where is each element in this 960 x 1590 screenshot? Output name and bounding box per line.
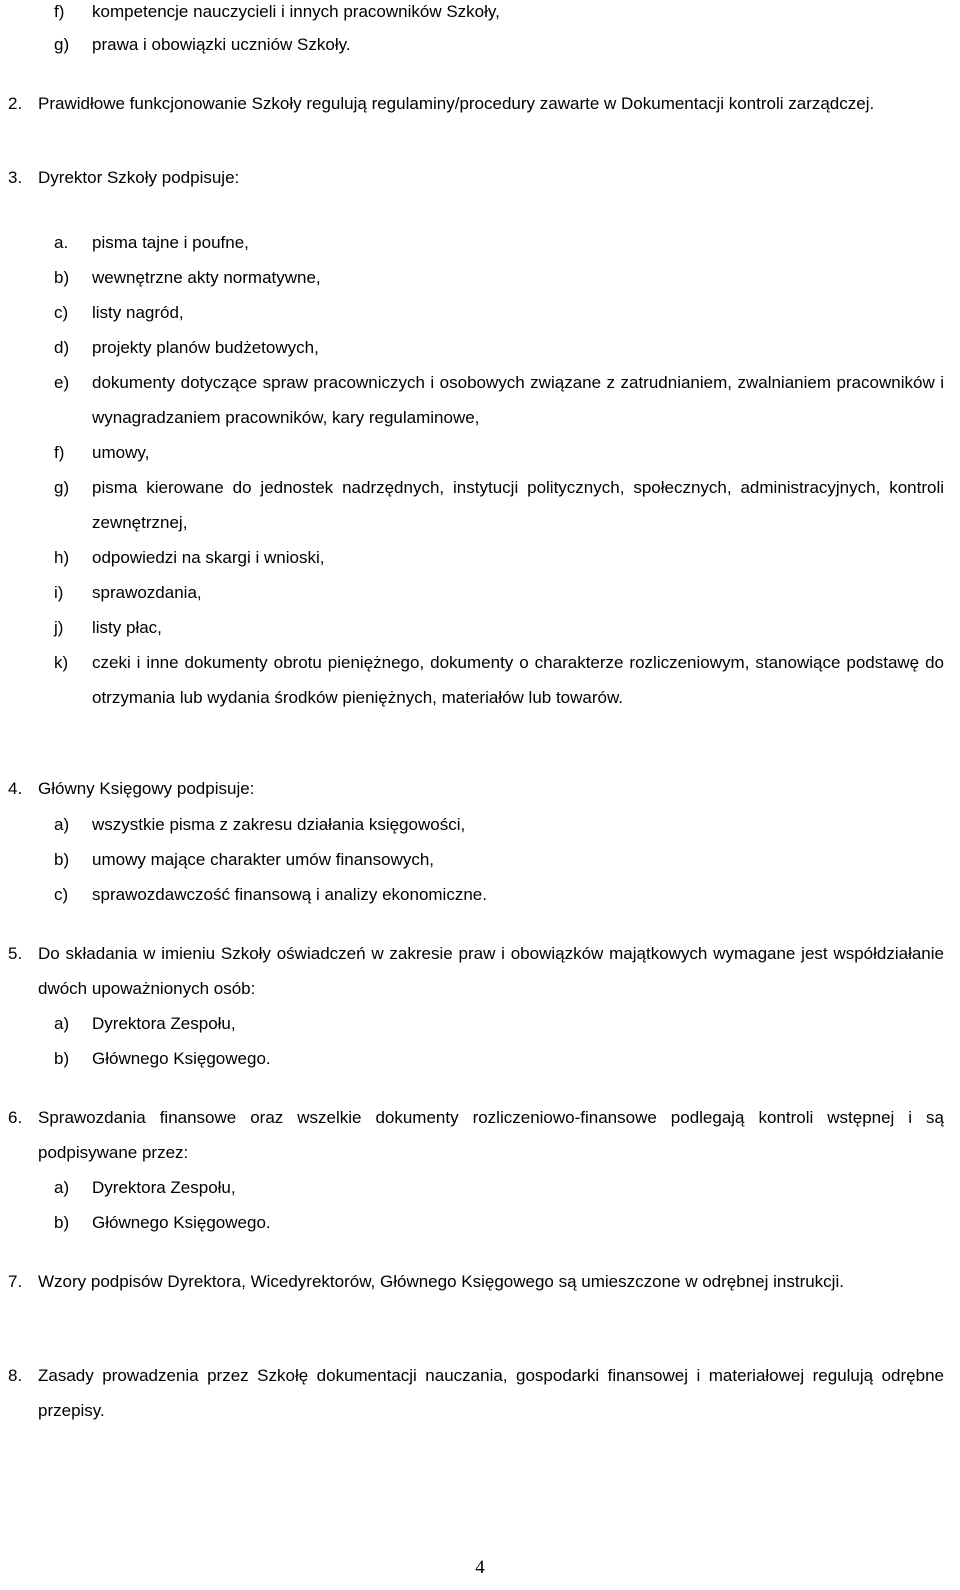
section-5 xyxy=(8,936,944,1006)
list-item-label: f) xyxy=(54,2,65,21)
section-2 xyxy=(8,86,944,121)
list-item-label: c) xyxy=(54,303,69,322)
list-item-text: dokumenty dotyczące spraw pracowniczych i osobowych związane z zatrudnianiem, zwalnianiem pracowników i wynagradzaniem pracowników, kary regulaminowe, xyxy=(92,373,944,427)
list-item-label: b) xyxy=(54,1049,70,1068)
list-item xyxy=(54,807,944,842)
list-item xyxy=(54,27,944,62)
list-item xyxy=(54,225,944,260)
list-item-text: odpowiedzi na skargi i wnioski, xyxy=(92,548,325,567)
list-item-text: listy płac, xyxy=(92,618,162,637)
list-item-label: g) xyxy=(54,35,70,54)
list-item-text: Dyrektora Zespołu, xyxy=(92,1178,236,1197)
list-item xyxy=(54,365,944,435)
list-item-label: f) xyxy=(54,443,65,462)
section-8 xyxy=(8,1358,944,1428)
list-item xyxy=(54,1041,944,1076)
list-item-label: h) xyxy=(54,548,70,567)
list-item-label: i) xyxy=(54,583,64,602)
section-text: Do składania w imieniu Szkoły oświadczeń w zakresie praw i obowiązków majątkowych wymagane jest współdziałanie dwóch upoważnionych osób: xyxy=(38,944,944,998)
list-item-text: projekty planów budżetowych, xyxy=(92,338,319,357)
page-number: 4 xyxy=(475,1557,485,1578)
section-text: Sprawozdania finansowe oraz wszelkie dokumenty rozliczeniowo-finansowe podlegają kontroli wstępnej i są podpisywane przez: xyxy=(38,1108,944,1162)
list-item-label: k) xyxy=(54,653,69,672)
section-number: 2. xyxy=(8,94,23,113)
list-item xyxy=(54,1006,944,1041)
list-item-label: b) xyxy=(54,850,70,869)
list-item xyxy=(54,470,944,540)
list-item xyxy=(54,540,944,575)
list-item xyxy=(54,575,944,610)
section-text: Dyrektor Szkoły podpisuje: xyxy=(38,168,240,187)
list-item-label: a) xyxy=(54,1178,70,1197)
section-text: Główny Księgowy podpisuje: xyxy=(38,779,255,798)
list-item-label: b) xyxy=(54,268,70,287)
list-item-label: c) xyxy=(54,885,69,904)
list-item-label: b) xyxy=(54,1213,70,1232)
section-number: 8. xyxy=(8,1366,23,1385)
section-7 xyxy=(8,1264,944,1299)
list-item xyxy=(54,877,944,912)
list-item xyxy=(54,645,944,715)
list-item-text: wewnętrzne akty normatywne, xyxy=(92,268,321,287)
section-number: 5. xyxy=(8,944,23,963)
list-item-text: prawa i obowiązki uczniów Szkoły. xyxy=(92,35,351,54)
list-item-text: sprawozdawczość finansową i analizy ekonomiczne. xyxy=(92,885,487,904)
list-item-text: kompetencje nauczycieli i innych pracowników Szkoły, xyxy=(92,2,500,21)
list-item xyxy=(54,435,944,470)
list-item-text: umowy mające charakter umów finansowych, xyxy=(92,850,435,869)
list-item-text: Dyrektora Zespołu, xyxy=(92,1014,236,1033)
list-item-text: Głównego Księgowego. xyxy=(92,1049,271,1068)
list-item-label: e) xyxy=(54,373,70,392)
list-item-text: sprawozdania, xyxy=(92,583,202,602)
list-item-label: a. xyxy=(54,233,69,252)
list-item-label: a) xyxy=(54,815,70,834)
list-item xyxy=(54,1170,944,1205)
section-number: 4. xyxy=(8,779,23,798)
section-3 xyxy=(8,160,944,195)
section-text: Zasady prowadzenia przez Szkołę dokumentacji nauczania, gospodarki finansowej i materiałowej regulują odrębne przepisy. xyxy=(38,1366,944,1420)
list-item xyxy=(54,1205,944,1240)
list-item-label: j) xyxy=(54,618,64,637)
list-item-text: pisma tajne i poufne, xyxy=(92,233,249,252)
list-item-label: g) xyxy=(54,478,70,497)
list-item-text: pisma kierowane do jednostek nadrzędnych, instytucji politycznych, społecznych, administracyjnych, kontroli zewnętrznej, xyxy=(92,478,944,532)
section-number: 3. xyxy=(8,168,23,187)
section-4 xyxy=(8,771,944,806)
list-item-text: wszystkie pisma z zakresu działania księgowości, xyxy=(92,815,466,834)
list-item xyxy=(54,842,944,877)
section-6 xyxy=(8,1100,944,1170)
list-item-text: listy nagród, xyxy=(92,303,184,322)
section-number: 6. xyxy=(8,1108,23,1127)
list-item-label: a) xyxy=(54,1014,70,1033)
list-item xyxy=(54,295,944,330)
list-item-text: czeki i inne dokumenty obrotu pieniężnego, dokumenty o charakterze rozliczeniowym, stanowiące podstawę do otrzymania lub wydania środków pieniężnych, materiałów lub towarów. xyxy=(92,653,944,707)
list-item-label: d) xyxy=(54,338,70,357)
list-item-text: umowy, xyxy=(92,443,150,462)
section-number: 7. xyxy=(8,1272,23,1291)
list-item xyxy=(54,0,944,29)
list-item xyxy=(54,610,944,645)
section-text: Wzory podpisów Dyrektora, Wicedyrektorów, Głównego Księgowego są umieszczone w odrębnej instrukcji. xyxy=(38,1272,844,1291)
list-item-text: Głównego Księgowego. xyxy=(92,1213,271,1232)
section-text: Prawidłowe funkcjonowanie Szkoły regulują regulaminy/procedury zawarte w Dokumentacji kontroli zarządczej. xyxy=(38,94,875,113)
list-item xyxy=(54,260,944,295)
list-item xyxy=(54,330,944,365)
